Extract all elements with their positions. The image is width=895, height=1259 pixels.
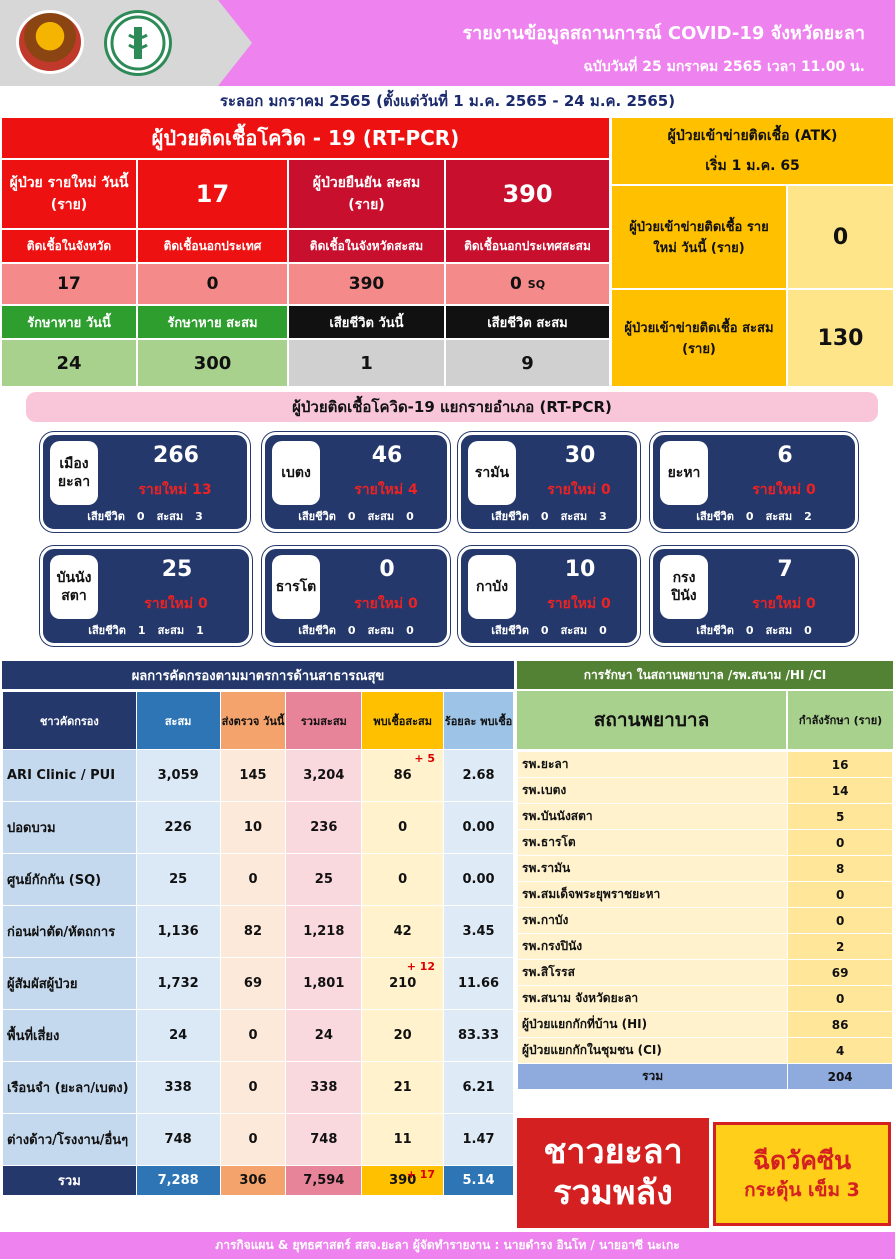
hospital-name: รพ.สนาม จังหวัดยะลา [518, 986, 788, 1012]
screening-title: ผลการคัดกรองตามมาตรการด้านสาธารณสุข [2, 661, 514, 689]
screening-pct: 3.45 [444, 906, 514, 958]
screening-total: 338 [286, 1062, 362, 1114]
district-card [650, 432, 858, 532]
district-section-title: ผู้ป่วยติดเชื้อโควิด-19 แยกรายอำเภอ (RT-PCR) [26, 392, 878, 422]
district-name: บันนัง สตา [50, 555, 98, 619]
screening-pct: 5.14 [444, 1166, 514, 1196]
screening-today: 0 [220, 1114, 286, 1166]
screening-cum: 748 [136, 1114, 220, 1166]
table-row [3, 1114, 514, 1166]
found-increase: + 5 [414, 752, 436, 765]
abroad-cum-label: ติดเชื้อนอกประเทศสะสม [446, 230, 609, 262]
district-cum: 1 [196, 624, 204, 637]
district-card [458, 546, 640, 646]
death-today-value: 1 [289, 340, 444, 386]
district-new: รายใหม่ 4 [354, 482, 418, 498]
screening-cum: 338 [136, 1062, 220, 1114]
screening-today: 145 [220, 750, 286, 802]
table-row [518, 960, 893, 986]
confirmed-label: ผู้ป่วยยืนยัน สะสม (ราย) [289, 160, 444, 228]
screening-total: 1,218 [286, 906, 362, 958]
abroad-value: 0 [138, 264, 287, 304]
district-card [40, 432, 250, 532]
banner-right [713, 1122, 891, 1226]
district-total: 30 [564, 443, 596, 468]
hospital-total-value: 204 [788, 1064, 893, 1090]
screening-total: 7,594 [286, 1166, 362, 1196]
atk-cum-label: ผู้ป่วยเข้าข่ายติดเชื้อ สะสม (ราย) [612, 290, 786, 386]
footer-bar: ภารกิจแผน & ยุทธศาสตร์ สสจ.ยะลา ผู้จัดทำรายงาน : นายดำรง อินโท / นายอาซี นะเกะ [0, 1232, 895, 1259]
district-name: รามัน [468, 441, 516, 505]
screening-name: พื้นที่เสี่ยง [3, 1010, 137, 1062]
hospital-count: 0 [788, 830, 893, 856]
district-new: รายใหม่ 0 [752, 596, 816, 612]
found-value: 20 [393, 1028, 412, 1043]
screening-total: 3,204 [286, 750, 362, 802]
local-label: ติดเชื้อในจังหวัด [2, 230, 136, 262]
hospital-name: รพ.บันนังสตา [518, 804, 788, 830]
screening-col-today: ส่งตรวจ วันนี้ [220, 692, 286, 750]
screening-cum: 1,732 [136, 958, 220, 1010]
district-total: 0 [379, 557, 395, 582]
new-today-label: ผู้ป่วย รายใหม่ วันนี้ (ราย) [2, 160, 136, 228]
table-row [518, 804, 893, 830]
screening-cum: 1,136 [136, 906, 220, 958]
hospital-count: 2 [788, 934, 893, 960]
local-value: 17 [2, 264, 136, 304]
district-death: 0 [347, 510, 356, 523]
screening-pct: 1.47 [444, 1114, 514, 1166]
found-cell [362, 750, 444, 802]
district-cum-label: สะสม [765, 510, 793, 523]
hospital-total-label: รวม [518, 1064, 788, 1090]
district-new: รายใหม่ 13 [138, 482, 212, 498]
table-row [518, 934, 893, 960]
district-card [650, 546, 858, 646]
hospital-title: การรักษา ในสถานพยาบาล /รพ.สนาม /HI /CI [517, 661, 893, 689]
found-value: 210 [389, 976, 417, 991]
atk-cum-value: 130 [788, 290, 893, 386]
screening-name: ต่างด้าว/โรงงาน/อื่นๆ [3, 1114, 137, 1166]
atk-title-box [612, 118, 893, 184]
screening-name: ARI Clinic / PUI [3, 750, 137, 802]
found-value: 21 [393, 1080, 412, 1095]
district-death: 0 [745, 624, 754, 637]
district-name: ยะหา [660, 441, 708, 505]
screening-total: 25 [286, 854, 362, 906]
district-death-label: เสียชีวิต [696, 510, 734, 523]
district-footer [265, 507, 447, 525]
found-cell [362, 1010, 444, 1062]
hospital-count: 8 [788, 856, 893, 882]
table-row [3, 854, 514, 906]
district-new: รายใหม่ 0 [547, 482, 611, 498]
district-footer [43, 507, 247, 525]
district-cum-label: สะสม [765, 624, 793, 637]
screening-pct: 0.00 [444, 802, 514, 854]
district-cum-label: สะสม [156, 510, 184, 523]
district-death-label: เสียชีวิต [298, 624, 336, 637]
campaign-banner [517, 1118, 893, 1228]
screening-today: 0 [220, 854, 286, 906]
table-row [518, 882, 893, 908]
table-row [518, 986, 893, 1012]
hospital-count: 5 [788, 804, 893, 830]
district-footer [461, 621, 637, 639]
found-cell [362, 1166, 444, 1196]
district-death: 0 [540, 510, 549, 523]
screening-cum: 25 [136, 854, 220, 906]
screening-col-found: พบเชื้อสะสม [362, 692, 444, 750]
district-total: 6 [777, 443, 793, 468]
ministry-logo [104, 10, 172, 76]
hospital-name: รพ.สิโรรส [518, 960, 788, 986]
district-card [262, 546, 450, 646]
banner-right-line1: ฉีดวัคซีน [752, 1146, 852, 1176]
screening-col-pct: ร้อยละ พบเชื้อ [444, 692, 514, 750]
hospital-count: 14 [788, 778, 893, 804]
district-new: รายใหม่ 0 [354, 596, 418, 612]
district-cum: 0 [406, 624, 414, 637]
screening-today: 0 [220, 1010, 286, 1062]
table-row [3, 1010, 514, 1062]
atk-new-value: 0 [788, 186, 893, 288]
table-row [518, 752, 893, 778]
district-death: 0 [540, 624, 549, 637]
district-death-label: เสียชีวิต [491, 624, 529, 637]
found-cell [362, 854, 444, 906]
hospital-count: 0 [788, 986, 893, 1012]
district-new: รายใหม่ 0 [752, 482, 816, 498]
found-cell [362, 958, 444, 1010]
district-death: 0 [136, 510, 145, 523]
recovered-today-value: 24 [2, 340, 136, 386]
report-date: ฉบับวันที่ 25 มกราคม 2565 เวลา 11.00 น. [583, 59, 865, 75]
screening-col-total: รวมสะสม [286, 692, 362, 750]
screening-name: ศูนย์กักกัน (SQ) [3, 854, 137, 906]
banner-right-line2: กระตุ้น เข็ม 3 [744, 1178, 860, 1201]
district-new: รายใหม่ 0 [547, 596, 611, 612]
found-value: 42 [393, 924, 412, 939]
district-card [262, 432, 450, 532]
death-cum-label: เสียชีวิต สะสม [446, 306, 609, 338]
screening-today: 306 [220, 1166, 286, 1196]
screening-cum: 24 [136, 1010, 220, 1062]
screening-cum: 7,288 [136, 1166, 220, 1196]
district-footer [265, 621, 447, 639]
district-footer [461, 507, 637, 525]
found-cell [362, 802, 444, 854]
table-row [3, 958, 514, 1010]
hospital-count: 86 [788, 1012, 893, 1038]
found-cell [362, 906, 444, 958]
district-card [40, 546, 252, 646]
atk-title: ผู้ป่วยเข้าข่ายติดเชื้อ (ATK) [667, 128, 838, 144]
district-cum: 0 [804, 624, 812, 637]
screening-table [2, 691, 514, 1196]
screening-today: 0 [220, 1062, 286, 1114]
sq-note: SQ [527, 277, 546, 291]
hospital-name: ผู้ป่วยแยกกักในชุมชน (CI) [518, 1038, 788, 1064]
abroad-cum-value: 0 [509, 274, 522, 294]
local-cum-value: 390 [289, 264, 444, 304]
screening-pct: 2.68 [444, 750, 514, 802]
recovered-cum-value: 300 [138, 340, 287, 386]
hospital-table [517, 751, 893, 1090]
screening-name: ผู้สัมผัสผู้ป่วย [3, 958, 137, 1010]
found-value: 390 [389, 1173, 417, 1188]
screening-pct: 83.33 [444, 1010, 514, 1062]
hospital-col-count: กำลังรักษา (ราย) [788, 691, 893, 749]
district-total: 10 [564, 557, 596, 582]
hospital-count: 0 [788, 908, 893, 934]
found-value: 0 [398, 872, 408, 887]
table-row [518, 778, 893, 804]
district-card [458, 432, 640, 532]
district-name: เมือง ยะลา [50, 441, 98, 505]
hospital-count: 16 [788, 752, 893, 778]
district-name: เบตง [272, 441, 320, 505]
table-row [518, 1012, 893, 1038]
district-cum: 0 [599, 624, 607, 637]
table-row [518, 856, 893, 882]
district-death: 1 [137, 624, 146, 637]
screening-name: เรือนจำ (ยะลา/เบตง) [3, 1062, 137, 1114]
district-death: 0 [745, 510, 754, 523]
banner-left-line1: ชาวยะลา [543, 1132, 683, 1173]
district-cum: 3 [195, 510, 203, 523]
hospital-name: รพ.กาบัง [518, 908, 788, 934]
screening-col-type: ชาวคัดกรอง [3, 692, 137, 750]
hospital-name: รพ.ธารโต [518, 830, 788, 856]
hospital-count: 0 [788, 882, 893, 908]
found-value: 11 [393, 1132, 412, 1147]
district-footer [653, 621, 855, 639]
death-cum-value: 9 [446, 340, 609, 386]
wave-period: ระลอก มกราคม 2565 (ตั้งแต่วันที่ 1 ม.ค. 2565 - 24 ม.ค. 2565) [219, 92, 676, 110]
district-death-label: เสียชีวิต [88, 624, 126, 637]
screening-today: 69 [220, 958, 286, 1010]
screening-name: รวม [3, 1166, 137, 1196]
found-increase: + 17 [406, 1168, 436, 1181]
district-cum: 3 [599, 510, 607, 523]
hospital-name: รพ.สมเด็จพระยุพราชยะหา [518, 882, 788, 908]
screening-header-row [3, 692, 514, 750]
district-total: 46 [371, 443, 403, 468]
hospital-col-name: สถานพยาบาล [517, 691, 786, 749]
rtpcr-title: ผู้ป่วยติดเชื้อโควิด - 19 (RT-PCR) [2, 118, 609, 158]
found-value: 86 [393, 768, 412, 783]
district-cum: 0 [406, 510, 414, 523]
district-new: รายใหม่ 0 [144, 596, 208, 612]
found-cell [362, 1114, 444, 1166]
banner-left [517, 1118, 709, 1228]
district-death-label: เสียชีวิต [696, 624, 734, 637]
district-name: กรงปินัง [660, 555, 708, 619]
recovered-today-label: รักษาหาย วันนี้ [2, 306, 136, 338]
recovered-cum-label: รักษาหาย สะสม [138, 306, 287, 338]
hospital-name: รพ.เบตง [518, 778, 788, 804]
district-name: กาบัง [468, 555, 516, 619]
screening-pct: 11.66 [444, 958, 514, 1010]
hospital-name: รพ.กรงปินัง [518, 934, 788, 960]
table-row [518, 1038, 893, 1064]
table-row [3, 802, 514, 854]
abroad-cum-cell [446, 264, 609, 304]
screening-cum: 226 [136, 802, 220, 854]
found-increase: + 12 [406, 960, 436, 973]
hospital-name: รพ.รามัน [518, 856, 788, 882]
district-death-label: เสียชีวิต [491, 510, 529, 523]
district-death: 0 [347, 624, 356, 637]
hospital-total-row [518, 1064, 893, 1090]
screening-pct: 0.00 [444, 854, 514, 906]
hospital-name: รพ.ยะลา [518, 752, 788, 778]
table-row [3, 906, 514, 958]
screening-total: 748 [286, 1114, 362, 1166]
screening-pct: 6.21 [444, 1062, 514, 1114]
report-title: รายงานข้อมูลสถานการณ์ COVID-19 จังหวัดยะลา [462, 23, 865, 44]
table-row [3, 1062, 514, 1114]
district-total: 25 [161, 557, 193, 582]
district-total: 7 [777, 557, 793, 582]
screening-total: 236 [286, 802, 362, 854]
screening-today: 10 [220, 802, 286, 854]
new-today-value: 17 [138, 160, 287, 228]
district-cum-label: สะสม [157, 624, 185, 637]
atk-new-label: ผู้ป่วยเข้าข่ายติดเชื้อ รายใหม่ วันนี้ (ราย) [612, 186, 786, 288]
screening-name: ก่อนผ่าตัด/หัตถการ [3, 906, 137, 958]
screening-today: 82 [220, 906, 286, 958]
district-cum-label: สะสม [367, 510, 395, 523]
hospital-name: ผู้ป่วยแยกกักที่บ้าน (HI) [518, 1012, 788, 1038]
table-row [518, 830, 893, 856]
found-cell [362, 1062, 444, 1114]
found-value: 0 [398, 820, 408, 835]
district-death-label: เสียชีวิต [87, 510, 125, 523]
local-cum-label: ติดเชื้อในจังหวัดสะสม [289, 230, 444, 262]
atk-since: เริ่ม 1 ม.ค. 65 [705, 158, 800, 174]
district-total: 266 [153, 443, 199, 468]
table-row [3, 750, 514, 802]
hospital-count: 69 [788, 960, 893, 986]
screening-total-row [3, 1166, 514, 1196]
screening-total: 1,801 [286, 958, 362, 1010]
screening-total: 24 [286, 1010, 362, 1062]
district-cum-label: สะสม [367, 624, 395, 637]
screening-cum: 3,059 [136, 750, 220, 802]
screening-col-cum: สะสม [136, 692, 220, 750]
district-cum: 2 [804, 510, 812, 523]
screening-name: ปอดบวม [3, 802, 137, 854]
district-cum-label: สะสม [560, 624, 588, 637]
table-row [518, 908, 893, 934]
district-cum-label: สะสม [560, 510, 588, 523]
death-today-label: เสียชีวิต วันนี้ [289, 306, 444, 338]
banner-left-line2: รวมพลัง [553, 1173, 673, 1213]
confirmed-value: 390 [446, 160, 609, 228]
district-name: ธารโต [272, 555, 320, 619]
abroad-label: ติดเชื้อนอกประเทศ [138, 230, 287, 262]
district-footer [653, 507, 855, 525]
province-logo [16, 10, 84, 74]
hospital-count: 4 [788, 1038, 893, 1064]
district-footer [43, 621, 249, 639]
district-death-label: เสียชีวิต [298, 510, 336, 523]
